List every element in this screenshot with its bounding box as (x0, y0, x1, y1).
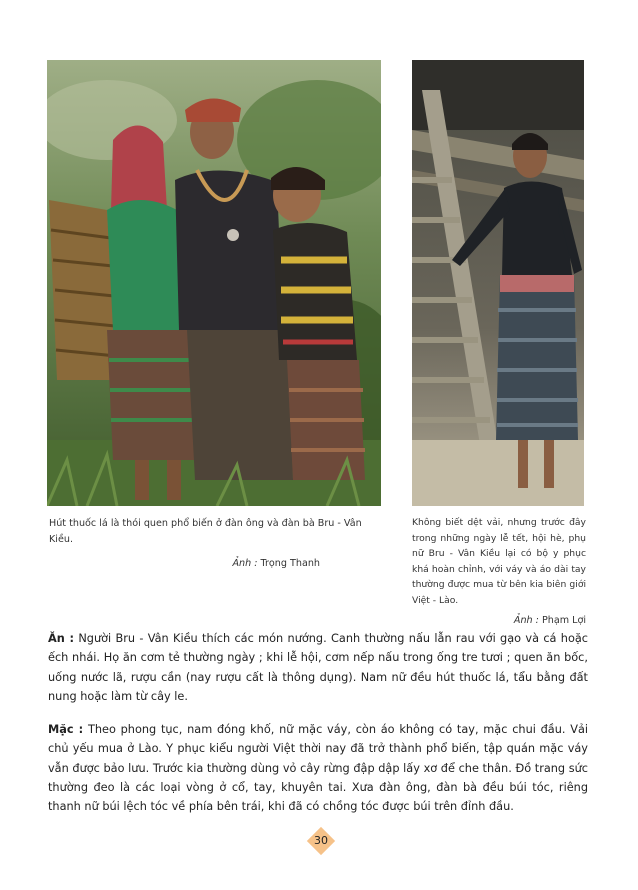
caption-left-credit-prefix: Ảnh : (232, 558, 258, 569)
paragraph-an-text: Người Bru - Vân Kiều thích các món nướng. Canh thường nấu lẫn rau với gạo và cá hoặc ếch nhái. Họ ăn cơm tẻ thường ngày ; khi lễ hội, cơm nếp nấu trong ống tre tươi ; quen ăn bốc, uống nước lã, rượu cần (nay rượu cất là thông dụng). Nam nữ đều hút thuốc lá, tẩu bằng đất nung hoặc làm từ cây le. (48, 632, 588, 703)
caption-right-credit-name: Phạm Lợi (541, 615, 586, 626)
photo-woman-costume (412, 60, 584, 506)
paragraph-mac-heading: Mặc : (48, 723, 84, 736)
photo-women-smoking (47, 60, 381, 506)
paragraph-an (48, 629, 588, 706)
caption-right-text: Không biết dệt vải, nhưng trước đây trong những ngày lễ tết, hội hè, phụ nữ Bru - Vân Kiều lại có bộ y phục khá hoàn chỉnh, với váy và áo dài tay thường được mua từ bên kia biên giới Việt - Lào. (412, 517, 586, 606)
paragraph-mac-text: Theo phong tục, nam đóng khố, nữ mặc váy, còn áo không có tay, mặc chui đầu. Vải chủ yếu mua ở Lào. Y phục kiểu người Việt thời nay đã trở thành phổ biến, tập quán mặc váy vẫn được bảo lưu. Trước kia thường dùng vỏ cây rừng đập dập lấy xơ để che thân. Đồ trang sức thường đeo là các loại vòng ở cổ, tay, khuyên tai. Xưa đàn ông, đàn bà đều búi tóc, riêng thanh nữ búi lệch tóc về phía bên trái, khi đã có chồng tóc được búi trên đỉnh đầu. (48, 723, 589, 814)
caption-left (49, 516, 379, 572)
page-number-text: 30 (314, 834, 328, 847)
caption-left-credit-name: Trọng Thanh (260, 558, 320, 569)
caption-right-credit (412, 613, 586, 629)
caption-right (412, 515, 586, 629)
page-number (307, 827, 335, 855)
paragraph-mac (48, 720, 588, 816)
photo-woman-costume-image (412, 60, 584, 506)
photo-women-smoking-image (47, 60, 381, 506)
caption-right-credit-prefix: Ảnh : (513, 615, 539, 626)
paragraph-an-heading: Ăn : (48, 632, 74, 645)
caption-left-text: Hút thuốc lá là thói quen phổ biến ở đàn ông và đàn bà Bru - Vân Kiều. (49, 518, 362, 545)
caption-left-credit (49, 556, 379, 572)
